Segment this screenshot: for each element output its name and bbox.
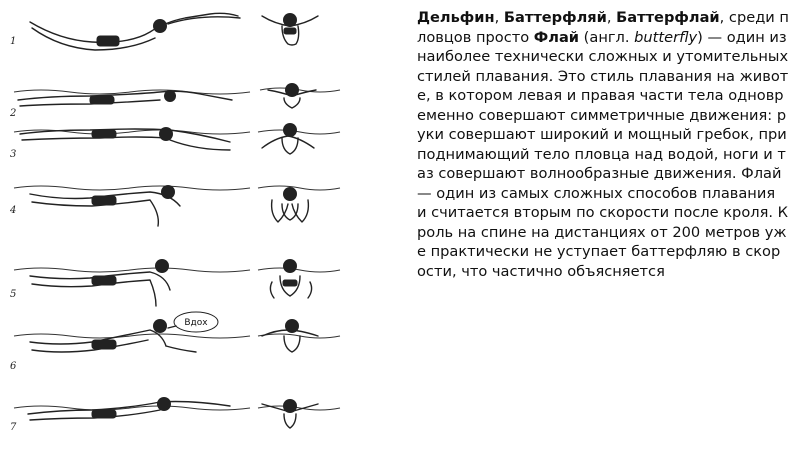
term-dolphin: Дельфин xyxy=(417,9,495,26)
front-view-swimmer-3 xyxy=(262,123,314,154)
side-view-swimmer-6 xyxy=(30,319,196,352)
front-view-swimmer-6 xyxy=(262,319,318,352)
term-butterfly-variant-1: Баттерфляй xyxy=(503,9,607,26)
side-view-swimmer-5 xyxy=(30,259,170,306)
separator: , xyxy=(606,9,617,26)
row-number-4: 4 xyxy=(10,205,17,216)
article-text-segment: (англ. xyxy=(579,28,635,46)
row-number-2: 2 xyxy=(10,108,17,119)
front-view-swimmer-7 xyxy=(262,399,318,428)
inhale-callout xyxy=(168,312,218,332)
article-text-segment: ) — один из наиболее технически сложных и утомительных стилей плавания. Это стиль плавания на животе, в котором левая и правая части тела одновременно совершают симметричные движения: руки совершают широкий и мощный гребок, приподнимающий тело пловца над водой, ноги и таз совершают волнообразные движения. Флай — один из самых сложных способов плавания и считается вторым по скорости после кроля. Кроль на спине на дистанциях от 200 метров уже практически не уступает баттерфляю в скорости, что частично объясняется xyxy=(417,28,789,280)
separator: , xyxy=(494,9,504,26)
side-view-swimmer-1 xyxy=(30,13,240,50)
front-view-swimmer-2 xyxy=(268,83,316,108)
row-number-7: 7 xyxy=(10,422,17,433)
front-view-swimmer-4 xyxy=(272,187,309,222)
english-term: butterfly xyxy=(634,28,698,46)
side-view-swimmer-4 xyxy=(30,185,180,226)
front-view-swimmer-1 xyxy=(262,13,318,45)
article-text-segment: , среди пловцов просто xyxy=(417,9,789,46)
term-butterfly-variant-2: Баттерфлай xyxy=(616,9,720,26)
inhale-label: Вдох xyxy=(184,318,208,328)
article-text xyxy=(417,8,789,450)
front-view-swimmer-5 xyxy=(270,259,311,298)
row-number-3: 3 xyxy=(10,149,17,160)
row-number-6: 6 xyxy=(10,361,17,372)
term-fly: Флай xyxy=(533,28,580,46)
row-number-1: 1 xyxy=(10,36,17,47)
row-number-5: 5 xyxy=(10,289,17,300)
side-view-swimmer-3 xyxy=(20,127,230,150)
